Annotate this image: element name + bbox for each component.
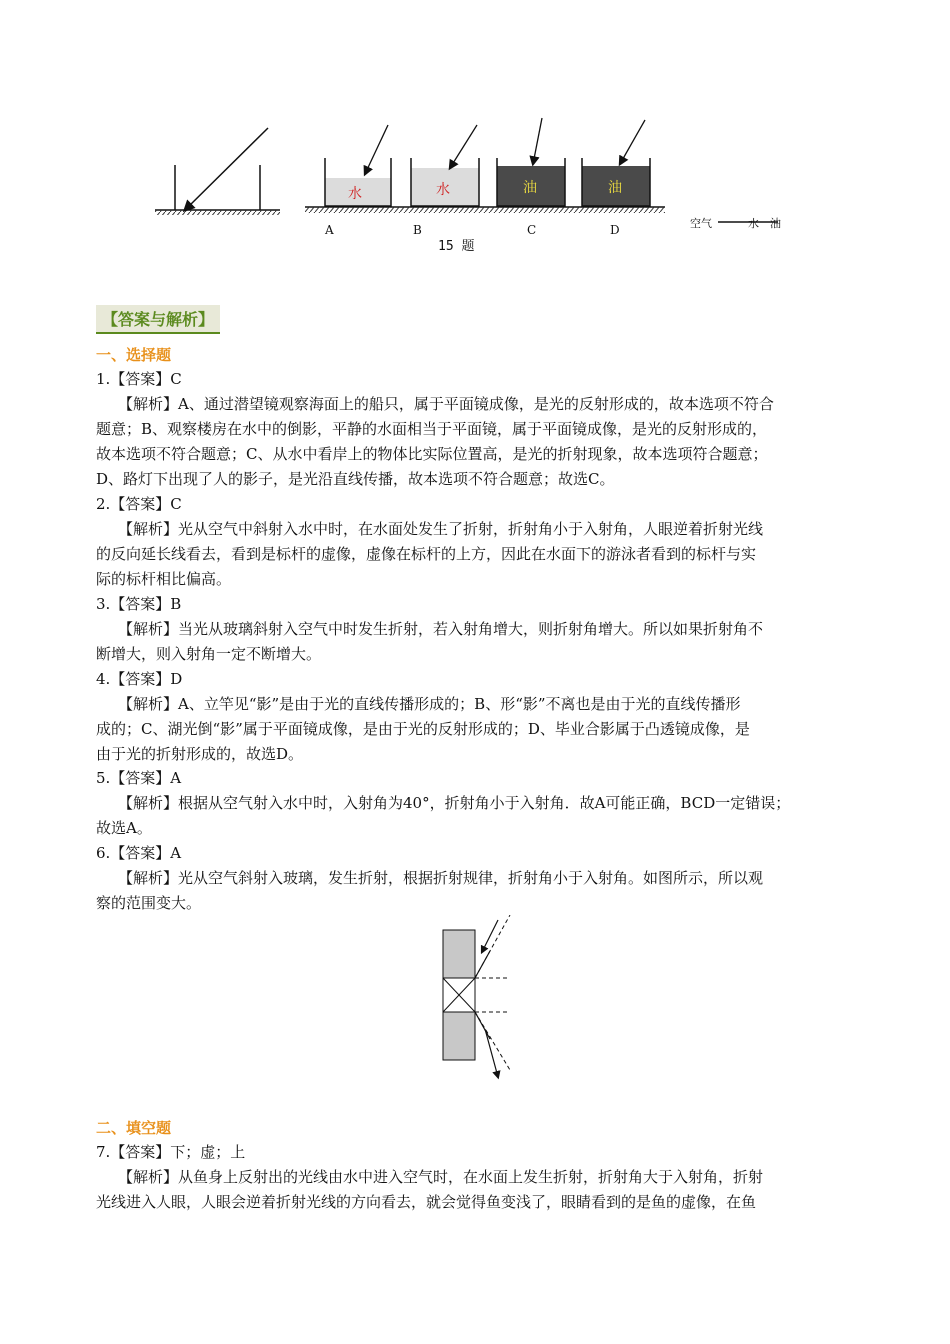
option-label-c: C xyxy=(527,223,537,237)
analysis-line: 光线进入人眼，人眼会逆着折射光线的方向看去，就会觉得鱼变浅了，眼睛看到的是鱼的虚像，在鱼 xyxy=(96,1193,757,1211)
water-label-b: 水 xyxy=(436,182,450,198)
section-multiple-choice-title: 一、选择题 xyxy=(96,346,172,364)
medium-legend xyxy=(690,216,781,230)
answer-line: 3.【答案】B xyxy=(96,595,182,613)
answer-section-heading: 【答案与解析】 xyxy=(96,305,220,334)
analysis-line: D、路灯下出现了人的影子，是光沿直线传播，故本选项不符合题意；故选C。 xyxy=(96,470,615,488)
analysis-line: 故本选项不符合题意；C、从水中看岸上的物体比实际位置高，是光的折射现象，故本选项符合题意； xyxy=(96,445,768,463)
option-label-d: D xyxy=(610,223,620,237)
oil-label-c: 油 xyxy=(523,180,537,196)
figure-question-6 xyxy=(430,915,530,1085)
option-label-b: B xyxy=(413,223,422,237)
legend-oil: 油 xyxy=(770,217,781,230)
section-fill-blank-title: 二、填空题 xyxy=(96,1119,172,1137)
option-label-a: A xyxy=(325,223,334,237)
answer-line: 7.【答案】下；虚；上 xyxy=(96,1143,246,1161)
legend-water: 水 xyxy=(748,217,759,230)
container-c xyxy=(497,118,565,237)
analysis-line: 由于光的折射形成的，故选D。 xyxy=(96,745,304,763)
analysis-line: 【解析】光从空气斜射入玻璃，发生折射，根据折射规律，折射角小于入射角。如图所示，所以观 xyxy=(118,869,764,887)
analysis-line: 故选A。 xyxy=(96,819,152,837)
water-label-a: 水 xyxy=(348,186,362,202)
container-d xyxy=(582,120,650,237)
answer-line: 6.【答案】A xyxy=(96,844,182,862)
analysis-line: 【解析】根据从空气射入水中时，入射角为40°，折射角小于入射角．故A可能正确，BCD一定错误； xyxy=(118,794,791,812)
analysis-line: 【解析】A、通过潜望镜观察海面上的船只，属于平面镜成像，是光的反射形成的，故本选项不符合 xyxy=(118,395,774,413)
oil-label-d: 油 xyxy=(608,180,622,196)
container-a xyxy=(324,125,391,237)
analysis-line: 题意；B、观察楼房在水中的倒影，平静的水面相当于平面镜，属于平面镜成像，是光的反射形成的， xyxy=(96,420,768,438)
analysis-line: 断增大，则入射角一定不断增大。 xyxy=(96,645,322,663)
analysis-line: 察的范围变大。 xyxy=(96,894,202,912)
figure-caption: 15 题 xyxy=(438,239,475,254)
analysis-line: 【解析】当光从玻璃斜射入空气中时发生折射，若入射角增大，则折射角增大。所以如果折射角不 xyxy=(118,620,764,638)
reference-diagram xyxy=(155,128,280,215)
analysis-line: 际的标杆相比偏高。 xyxy=(96,570,232,588)
legend-air: 空气 xyxy=(690,217,712,230)
answer-line: 5.【答案】A xyxy=(96,769,182,787)
analysis-line: 【解析】光从空气中斜射入水中时，在水面处发生了折射，折射角小于入射角，人眼逆着折射光线 xyxy=(118,520,764,538)
analysis-line: 【解析】从鱼身上反射出的光线由水中进入空气时，在水面上发生折射，折射角大于入射角，折射 xyxy=(118,1168,764,1186)
analysis-line: 【解析】A、立竿见“影”是由于光的直线传播形成的；B、形“影”不离也是由于光的直线传播形 xyxy=(118,695,741,713)
ground-hatching xyxy=(305,207,665,213)
answer-line: 2.【答案】C xyxy=(96,495,182,513)
figure-question-15 xyxy=(150,110,800,260)
answer-line: 4.【答案】D xyxy=(96,670,183,688)
answer-line: 1.【答案】C xyxy=(96,370,182,388)
container-b xyxy=(411,125,479,237)
analysis-line: 成的；C、湖光倒“影”属于平面镜成像，是由于光的反射形成的；D、毕业合影属于凸透镜成像，是 xyxy=(96,720,750,738)
analysis-line: 的反向延长线看去，看到是标杆的虚像，虚像在标杆的上方，因此在水面下的游泳者看到的标杆与实 xyxy=(96,545,757,563)
